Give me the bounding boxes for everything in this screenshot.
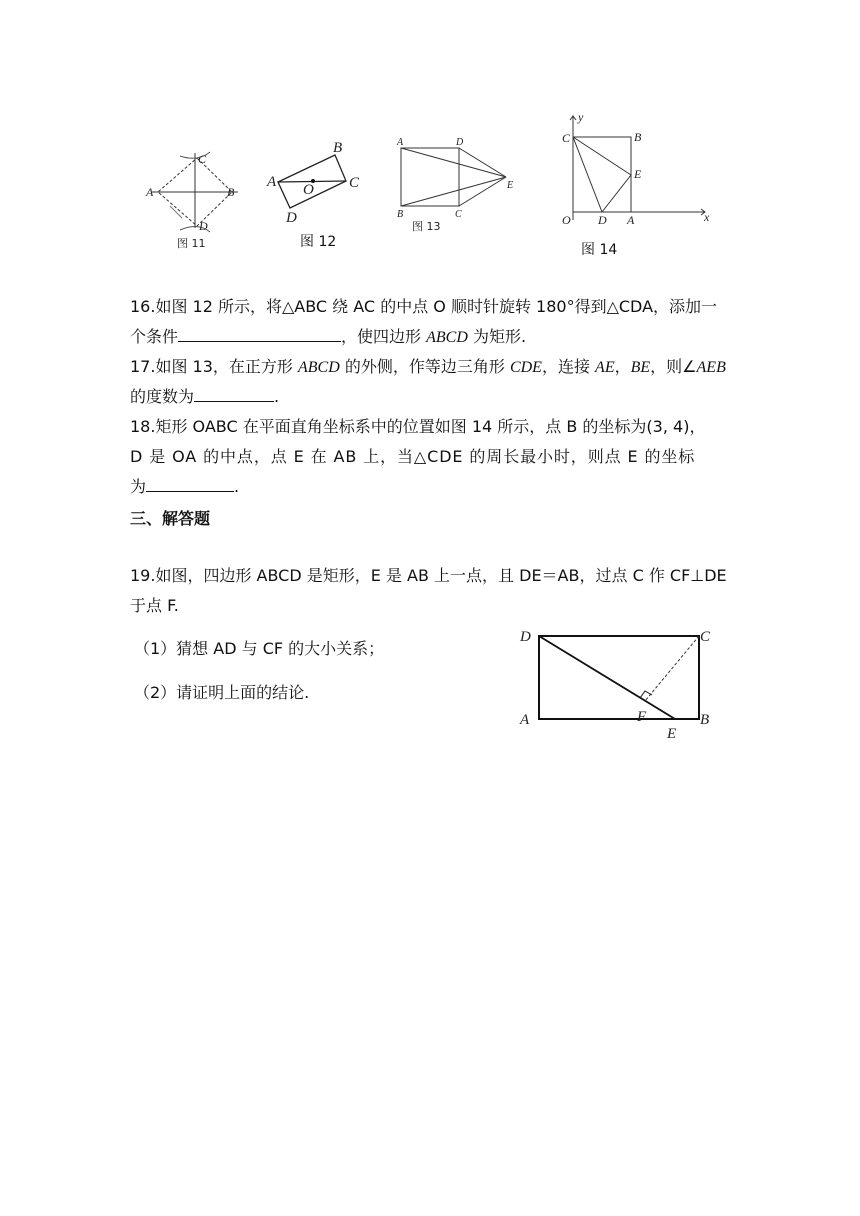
figure-19	[515, 622, 720, 744]
figure-12	[266, 140, 366, 228]
fig14-label-o: O	[562, 213, 571, 227]
q17-answer-blank[interactable]	[194, 383, 274, 402]
fig14-label-b: B	[634, 130, 642, 144]
fig12-label-a: A	[267, 174, 277, 190]
fig14-label-y: y	[578, 110, 584, 124]
q17-text-i: ，则∠	[650, 357, 697, 376]
fig13-label-d: D	[456, 137, 464, 148]
q18-text-b: .	[234, 477, 240, 496]
question-18-line-3	[130, 472, 730, 502]
fig12-label-c: C	[349, 175, 360, 191]
figure-13-drawing	[393, 135, 518, 220]
fig12-label-d: D	[286, 210, 297, 226]
fig13-label-a: A	[397, 137, 404, 148]
q17-text-a: 17.如图 13，在正方形	[130, 357, 298, 376]
figure-13	[393, 135, 518, 220]
fig19-label-c: C	[700, 629, 711, 645]
q17-text-c: 的外侧，作等边三角形	[339, 357, 510, 376]
question-16-line-2	[130, 322, 730, 353]
q17-text-j: AEB	[696, 359, 726, 376]
figure-12-caption: 图 12	[300, 234, 337, 250]
figure-19-drawing	[515, 622, 720, 744]
q16-text-d: 为矩形.	[467, 327, 527, 346]
fig11-label-b: B	[227, 185, 235, 199]
figure-12-drawing	[266, 140, 366, 228]
fig11-label-d: D	[199, 219, 208, 233]
q17-text-k: 的度数为	[130, 387, 195, 406]
figure-11-caption: 图 11	[177, 237, 206, 250]
fig11-label-a: A	[146, 185, 154, 199]
fig19-label-f: F	[637, 709, 647, 725]
q17-text-g: ，	[614, 357, 631, 376]
question-17-line-2	[130, 382, 730, 412]
q18-answer-blank[interactable]	[146, 473, 234, 492]
q18-text-a: 为	[130, 477, 147, 496]
q17-text-d: CDE	[509, 359, 542, 376]
q16-text-b: ，使四边形	[341, 327, 427, 346]
fig14-label-a: A	[627, 213, 635, 227]
fig11-label-c: C	[198, 152, 207, 166]
figure-14-caption: 图 14	[581, 242, 618, 258]
q17-text-h: BE	[630, 359, 651, 376]
fig12-label-o: O	[303, 182, 314, 198]
q16-answer-blank[interactable]	[178, 323, 341, 342]
fig14-label-d: D	[598, 213, 607, 227]
question-19-line-2: 于点 F.	[130, 596, 179, 615]
figure-14-drawing	[555, 110, 720, 230]
question-16-line-1: 16.如图 12 所示，将△ABC 绕 AC 的中点 O 顺时针旋转 180°得到△CDA，添加一	[130, 297, 718, 316]
fig19-label-e: E	[667, 726, 677, 742]
figure-13-caption: 图 13	[412, 220, 441, 233]
q17-text-l: .	[274, 387, 280, 406]
fig12-label-b: B	[333, 140, 343, 156]
question-19-sub-1: （1）猜想 AD 与 CF 的大小关系；	[134, 639, 385, 658]
fig14-label-e: E	[634, 167, 642, 181]
question-18-line-2: D 是 OA 的中点，点 E 在 AB 上，当△CDE 的周长最小时，则点 E 的坐标	[130, 447, 696, 466]
q16-text-c: ABCD	[426, 329, 468, 346]
fig19-label-a: A	[520, 712, 530, 728]
q17-text-b: ABCD	[297, 359, 340, 376]
fig13-label-e: E	[507, 180, 514, 191]
question-17-line-1	[130, 352, 730, 383]
question-19-sub-2: （2）请证明上面的结论.	[134, 683, 310, 702]
q17-text-e: ，连接	[541, 357, 596, 376]
q16-text-a: 个条件	[130, 327, 179, 346]
question-18-line-1: 18.矩形 OABC 在平面直角坐标系中的位置如图 14 所示，点 B 的坐标为(3, 4)，	[130, 417, 706, 436]
fig13-label-c: C	[455, 209, 462, 220]
fig19-label-d: D	[520, 629, 531, 645]
question-19-line-1: 19.如图，四边形 ABCD 是矩形，E 是 AB 上一点，且 DE＝AB，过点 C 作 CF⊥DE	[130, 566, 727, 585]
figure-11	[140, 148, 240, 234]
section-3-heading: 三、解答题	[130, 509, 211, 528]
figure-14	[555, 110, 720, 230]
fig13-label-b: B	[397, 209, 404, 220]
fig14-label-x: x	[704, 210, 710, 224]
fig14-label-c: C	[562, 131, 571, 145]
figure-11-drawing	[140, 148, 240, 234]
q17-text-f: AE	[595, 359, 615, 376]
fig19-label-b: B	[700, 712, 710, 728]
